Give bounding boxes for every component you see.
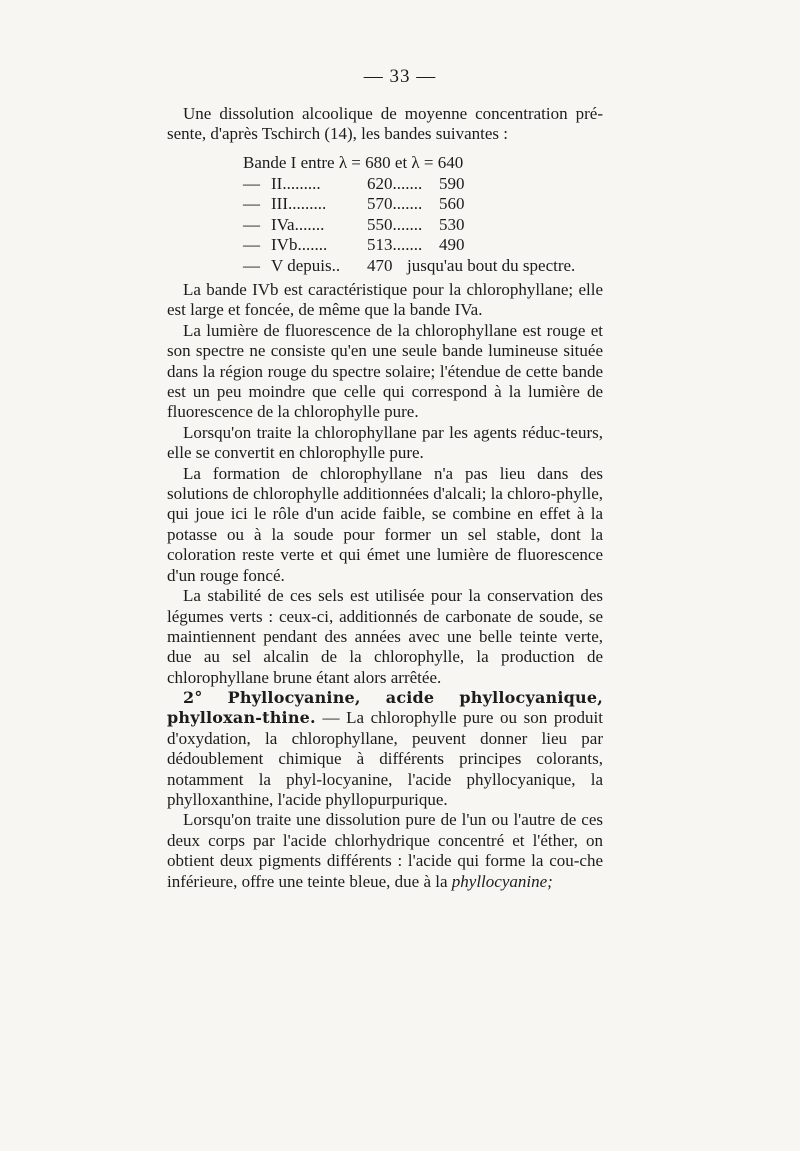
band-value-start: 550.......	[367, 214, 423, 234]
band-row-3	[243, 194, 575, 215]
band-label: IVb.......	[271, 235, 328, 255]
band-value-end: jusqu'au bout du spectre.	[407, 255, 576, 275]
band-value-end: 490	[439, 235, 465, 255]
paragraph: La bande IVb est caractéristique pour la chlorophyllane; elle est large et foncée, de même que la bande IVa.	[167, 280, 603, 320]
band-value-start: 620.......	[367, 173, 423, 193]
band-row-4	[243, 215, 575, 236]
band-value-start: 470	[367, 255, 393, 275]
band-dash: —	[243, 194, 260, 214]
band-value-start: 513.......	[367, 235, 423, 255]
band-value-end: 530	[439, 214, 465, 234]
section-phyllocyanine	[167, 688, 603, 892]
band-label: II.........	[271, 173, 321, 193]
band-row-2	[243, 174, 575, 195]
band-row-text: Bande I entre λ = 680 et λ = 640	[243, 153, 464, 172]
band-label: V depuis..	[271, 255, 341, 275]
last-paragraph-text: Lorsqu'on traite une dissolution pure de l'un ou l'autre de ces deux corps par l'acide chlorhydrique concentré et l'éther, on obtient deux pigments différents : l'acide qui forme la cou-che inférieure, offre une teinte bleue, due à la	[167, 810, 603, 891]
paragraph: La formation de chlorophyllane n'a pas lieu dans des solutions de chlorophylle additionnées d'alcali; la chloro-phylle, qui joue ici le rôle d'un acide faible, se combine en effet à la potasse ou à la soude pour former un sel stable, dont la coloration reste verte et qui émet une lumière de fluorescence d'un rouge foncé.	[167, 463, 603, 585]
band-row-5	[243, 235, 575, 256]
band-label: IVa.......	[271, 214, 325, 234]
spectral-bands-table	[243, 153, 575, 277]
band-value-end: 590	[439, 173, 465, 193]
band-dash: —	[243, 214, 260, 234]
band-dash: —	[243, 173, 260, 193]
page-number: — 33 —	[363, 66, 437, 87]
band-value-end: 560	[439, 194, 465, 214]
paragraph: La lumière de fluorescence de la chlorophyllane est rouge et son spectre ne consiste qu'en une seule bande lumineuse située dans la région rouge du spectre solaire; l'étendue de cette bande est un peu moindre que celle qui correspond à la lumière de fluorescence de la chlorophylle pure.	[167, 320, 603, 422]
section-heading: 2° Phyllocyanine, acide phyllocyanique, phylloxan-thine.	[167, 688, 603, 728]
band-dash: —	[243, 235, 260, 255]
section-paragraph	[167, 688, 603, 810]
section-heading-rest: — La chlorophylle pure ou son produit d'oxydation, la chlorophyllane, peuvent donner lieu par dédoublement chimique à différents principes colorants, notamment la phyl-locyanine, l'acide phyllocyanique, la phylloxanthine, l'acide phyllopurpurique.	[167, 708, 603, 810]
band-row-1	[243, 153, 575, 174]
band-label: III.........	[271, 194, 327, 214]
intro-paragraph	[167, 104, 603, 145]
intro-text: Une dissolution alcoolique de moyenne concentration pré-sente, d'après Tschirch (14), les bandes suivantes :	[167, 104, 603, 144]
band-value-start: 570.......	[367, 194, 423, 214]
paragraph: Lorsqu'on traite la chlorophyllane par les agents réduc-teurs, elle se convertit en chlorophylle pure.	[167, 422, 603, 463]
paragraph: La stabilité de ces sels est utilisée pour la conservation des légumes verts : ceux-ci, additionnés de carbonate de soude, se maintiennent pendant des années avec une belle teinte verte, due au sel alcalin de la chlorophylle, la production de chlorophyllane brune étant alors arrêtée.	[167, 586, 603, 687]
last-paragraph	[167, 810, 603, 892]
band-dash: —	[243, 255, 260, 275]
body-paragraphs	[167, 280, 603, 688]
band-row-6	[243, 256, 575, 277]
last-paragraph-italic: phyllocyanine;	[451, 871, 553, 891]
